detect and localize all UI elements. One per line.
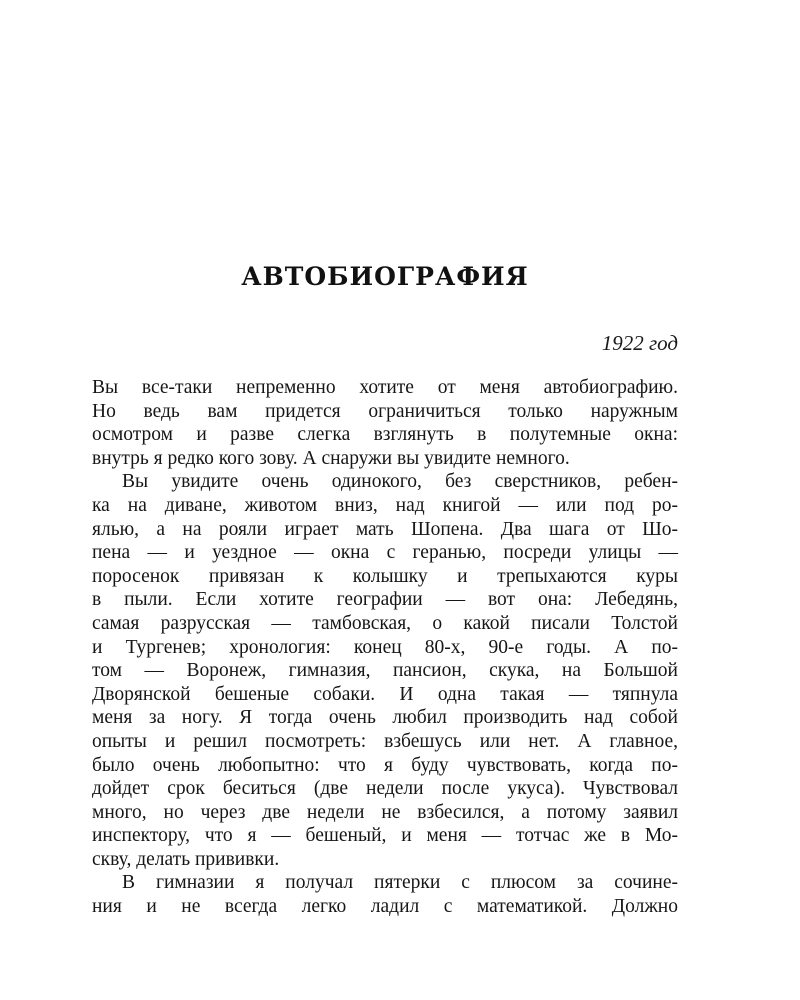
text-line: опыты и решил посмотреть: взбешусь или нет. А главное, xyxy=(92,730,678,752)
text-line: поросенок привязан к колышку и трепыхаются куры xyxy=(92,565,678,587)
text-line: Но ведь вам придется ограничиться только наружным xyxy=(92,400,678,422)
text-line: скву, делать прививки. xyxy=(92,848,280,870)
text-line: много, но через две недели не взбесился, а потому заявил xyxy=(92,801,678,823)
text-line: Вы все-таки непременно хотите от меня автобиографию. xyxy=(92,377,678,398)
text-line: было очень любопытно: что я буду чувствовать, когда по- xyxy=(92,754,678,776)
text-line: ка на диване, животом вниз, над книгой — или под ро- xyxy=(92,494,678,516)
text-line: Вы увидите очень одинокого, без сверстников, ребен- xyxy=(122,471,678,493)
text-line: пена — и уездное — окна с геранью, посреди улицы — xyxy=(92,542,678,564)
text-line: В гимназии я получал пятерки с плюсом за сочине- xyxy=(122,872,678,894)
text-line: инспектору, что я — бешеный, и меня — тотчас же в Мо- xyxy=(92,825,678,847)
text-line: ния и не всегда легко ладил с математикой. Должно xyxy=(92,896,678,918)
text-line: дойдет срок беситься (две недели после укуса). Чувствовал xyxy=(92,778,678,800)
text-line: внутрь я редко кого зову. А снаружи вы увидите немного. xyxy=(92,447,570,469)
text-line: самая разрусская — тамбовская, о какой писали Толстой xyxy=(92,612,678,634)
date-line: 1922 год xyxy=(601,331,678,355)
text-line: меня за ногу. Я тогда очень любил производить над собой xyxy=(92,707,678,729)
text-line: в пыли. Если хотите географии — вот она: Лебедянь, xyxy=(92,589,678,611)
text-line: том — Воронеж, гимназия, пансион, скука, на Большой xyxy=(92,660,678,682)
body-text xyxy=(92,376,678,919)
text-line: ялью, а на рояли играет мать Шопена. Два шага от Шо- xyxy=(92,518,678,540)
text-line: Дворянской бешеные собаки. И одна такая — тяпнула xyxy=(92,683,678,705)
text-line: осмотром и разве слегка взглянуть в полутемные окна: xyxy=(92,424,678,446)
text-line: и Тургенев; хронология: конец 80-х, 90-е годы. А по- xyxy=(92,636,678,658)
page-title: АВТОБИОГРАФИЯ xyxy=(241,262,529,291)
